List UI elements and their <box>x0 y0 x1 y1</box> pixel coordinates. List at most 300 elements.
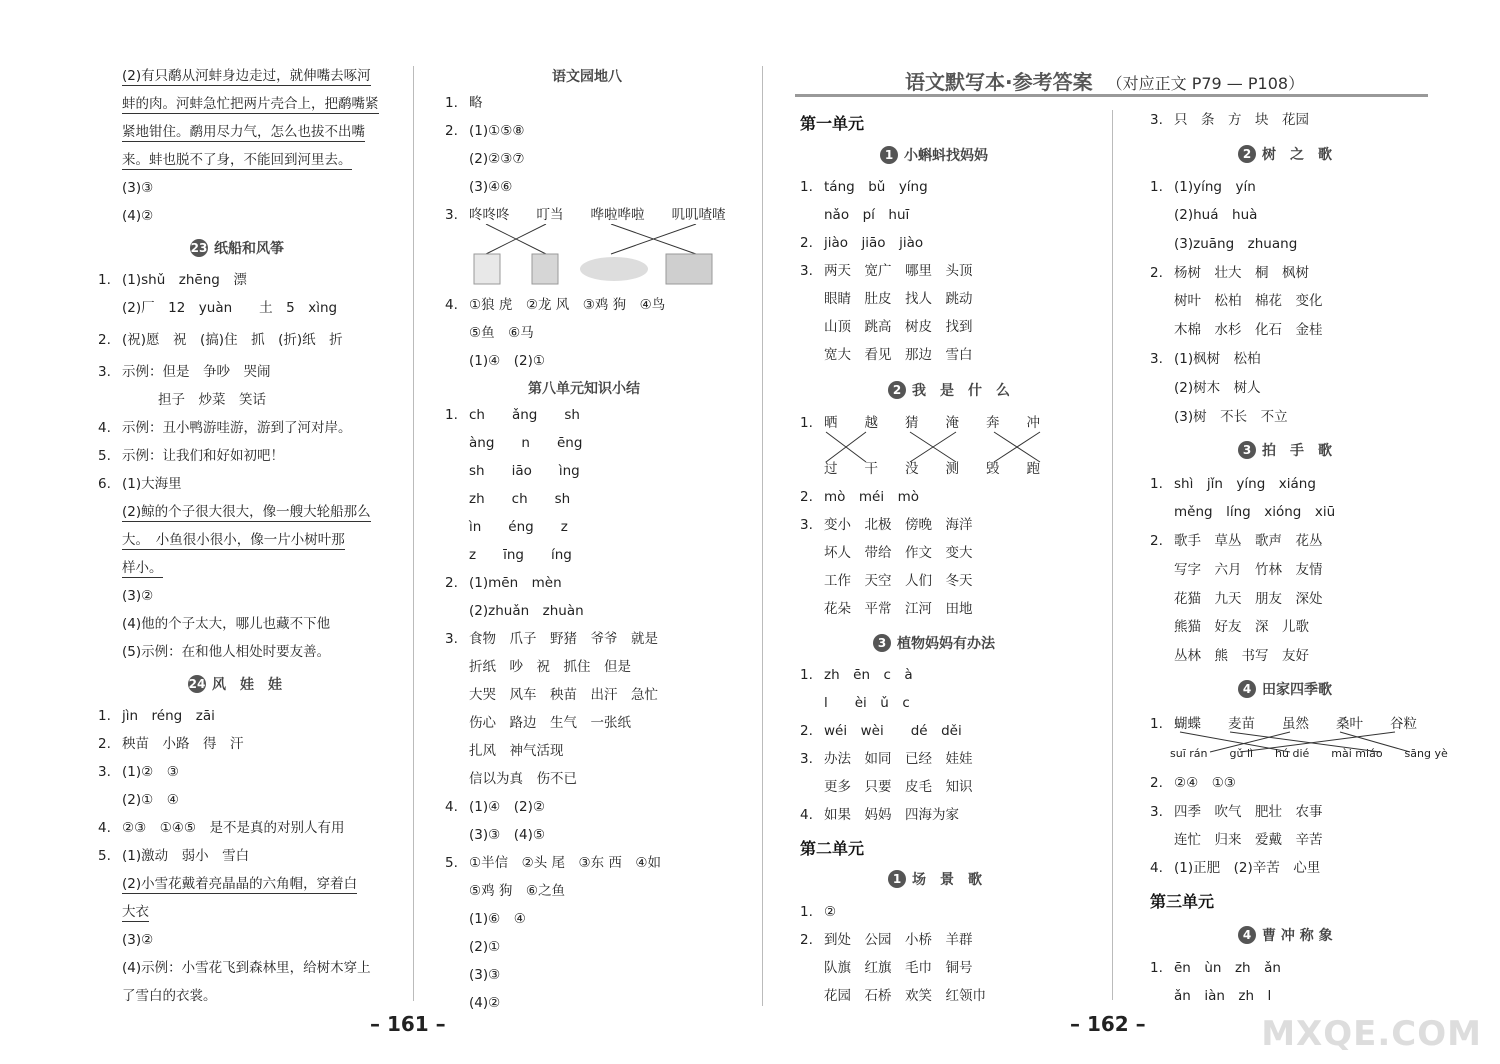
lesson-title: 语文园地八 <box>552 69 622 85</box>
answer-text: 只 条 方 块 花园 <box>1174 112 1309 128</box>
answer-line <box>1174 378 1261 398</box>
question-number: 5. <box>445 855 458 871</box>
answer-line <box>1174 234 1297 254</box>
question-number: 3. <box>1150 112 1163 128</box>
answer-text: ch ǎng sh <box>469 407 580 423</box>
answer-line <box>98 734 244 754</box>
answer-text: (1)② ③ <box>122 764 179 780</box>
answer-line <box>824 693 910 713</box>
answer-text: z īng íng <box>469 547 572 563</box>
answer-line <box>800 930 973 950</box>
answer-text: 到处 公园 小桥 羊群 <box>824 932 973 948</box>
answer-text: ēn ùn zh ǎn <box>1174 960 1281 976</box>
answer-line <box>122 178 153 198</box>
answer-line <box>469 517 568 537</box>
answer-text: sh iāo ìng <box>469 463 580 479</box>
answer-text: 过 干 没 测 毁 跑 <box>824 461 1040 477</box>
answer-text: ǎn iàn zh l <box>1174 988 1272 1004</box>
question-number: 6. <box>98 476 111 492</box>
question-number: 1. <box>800 904 813 920</box>
answer-line <box>469 323 534 343</box>
answer-line <box>122 614 330 634</box>
answer-text: 扎风 神气活现 <box>469 743 564 759</box>
answer-text: (2)小雪花戴着亮晶晶的六角帽，穿着白 <box>122 876 358 892</box>
answer-line <box>122 958 371 978</box>
bird-branch-picture <box>580 257 648 281</box>
answer-line <box>98 818 345 838</box>
question-number: 2. <box>1150 533 1163 549</box>
answer-text: ②④ ①③ <box>1174 775 1236 791</box>
answer-text: zh ch sh <box>469 491 571 507</box>
answer-text: (4)示例：小雪花飞到森林里，给树木穿上 <box>122 960 371 976</box>
header-range: （对应正文 P79 — P108） <box>1106 74 1305 93</box>
answer-line <box>122 502 371 522</box>
column-divider-1 <box>413 66 414 1001</box>
answer-text: 写字 六月 竹林 友情 <box>1174 562 1323 578</box>
lesson-title: 植物妈妈有办法 <box>897 636 995 652</box>
answer-text: (2)有只鹬从河蚌身边走过，就伸嘴去啄河 <box>122 68 371 84</box>
question-number: 2. <box>445 575 458 591</box>
page-header <box>905 66 1304 95</box>
answer-line <box>824 986 986 1006</box>
lesson-title: 风 娃 娃 <box>212 677 282 693</box>
lesson-number-badge: 23 <box>190 241 208 255</box>
question-number: 3. <box>98 364 111 380</box>
answer-line <box>469 545 572 565</box>
answer-line <box>1150 263 1309 283</box>
answer-line <box>824 543 973 563</box>
answer-line <box>1174 502 1335 522</box>
answer-line <box>1150 773 1236 793</box>
answer-text: 折纸 吵 祝 抓住 但是 <box>469 659 631 675</box>
answer-text: 咚咚咚 叮当 哗啦哗啦 叽叽喳喳 <box>469 207 726 223</box>
answer-line <box>122 94 379 114</box>
answer-text: (1)大海里 <box>122 476 182 492</box>
answer-line <box>1174 560 1323 580</box>
answer-line <box>800 902 836 922</box>
answer-text: 办法 如同 已经 娃娃 <box>824 751 973 767</box>
question-number: 3. <box>1150 351 1163 367</box>
answer-text: (1)④ (2)② <box>469 799 545 815</box>
question-number: 2. <box>800 489 813 505</box>
lesson-title: 小蝌蚪找妈妈 <box>904 148 988 164</box>
question-number: 3. <box>445 631 458 647</box>
answer-text: 变小 北极 傍晚 海洋 <box>824 517 973 533</box>
answer-text: 担子 炒菜 笑话 <box>158 392 266 408</box>
answer-line <box>445 405 580 425</box>
answer-line <box>1174 291 1323 311</box>
answer-line <box>800 261 973 281</box>
answer-line <box>122 558 163 578</box>
answer-line <box>1174 617 1309 637</box>
answer-line <box>1150 177 1256 197</box>
answer-text: 蝴蝶 麦苗 虽然 桑叶 谷粒 <box>1174 716 1417 732</box>
answer-text: (4)② <box>122 208 154 224</box>
answer-text: mò méi mò <box>824 489 920 505</box>
answer-text: 熊猫 好友 深 儿歌 <box>1174 619 1309 635</box>
question-number: 5. <box>98 448 111 464</box>
answer-line <box>445 629 658 649</box>
answer-text: zh ēn c à <box>824 667 913 683</box>
header-rule <box>795 94 1428 97</box>
answer-text: jiào jiāo jiào <box>824 235 924 251</box>
answer-text: (1)shǔ zhēng 漂 <box>122 272 247 288</box>
question-number: 2. <box>800 235 813 251</box>
question-number: 3. <box>98 764 111 780</box>
lesson-number-badge: 4 <box>1238 926 1256 944</box>
answer-text: nǎo pí huī <box>824 207 910 223</box>
answer-text: (2)huá huà <box>1174 207 1258 223</box>
answer-text: 略 <box>469 95 483 111</box>
question-number: 1. <box>1150 476 1163 492</box>
answer-line <box>98 330 343 350</box>
page-number-161: – 161 – <box>370 1012 446 1036</box>
question-number: 2. <box>800 932 813 948</box>
answer-line <box>1150 110 1309 130</box>
answer-line <box>469 601 584 621</box>
lesson-number-badge: 2 <box>888 381 906 399</box>
lesson-heading <box>188 674 282 694</box>
answer-line <box>98 446 284 466</box>
lesson-number-badge: 4 <box>1238 680 1256 698</box>
answer-text: (3)② <box>122 932 154 948</box>
answer-line <box>824 345 973 365</box>
watermark: MXQE.COM <box>1261 1014 1482 1054</box>
answer-line <box>98 270 247 290</box>
answer-line <box>1150 858 1320 878</box>
answer-text: 示例：丑小鸭游哇游，游到了河对岸。 <box>122 420 352 436</box>
question-number: 3. <box>1150 804 1163 820</box>
answer-line <box>1174 320 1323 340</box>
answer-line <box>469 685 658 705</box>
lesson-title: 曹 冲 称 象 <box>1262 928 1333 944</box>
answer-line <box>469 489 570 509</box>
lesson-heading <box>1238 440 1332 460</box>
question-number: 3. <box>800 517 813 533</box>
answer-text: l èi ǔ c <box>824 695 910 711</box>
header-title: 语文默写本·参考答案 <box>905 70 1093 94</box>
answer-line <box>469 433 582 453</box>
lesson-number-badge: 1 <box>888 870 906 888</box>
question-number: 1. <box>800 667 813 683</box>
answer-text: 伤心 路边 生气 一张纸 <box>469 715 631 731</box>
answer-line <box>469 713 631 733</box>
matching-lines-1 <box>814 430 1054 470</box>
answer-text: ⑤鱼 ⑥马 <box>469 325 534 341</box>
lesson-title: 场 景 歌 <box>912 872 982 888</box>
answer-line <box>824 289 973 309</box>
answer-line <box>122 790 179 810</box>
answer-line <box>824 205 909 225</box>
question-number: 1. <box>1150 716 1163 732</box>
answer-text: (2)① ④ <box>122 792 179 808</box>
answer-text: 大。 小鱼很小很小，像一片小树叶那 <box>122 532 345 548</box>
answer-text: (1)正肥 (2)辛苦 心里 <box>1174 860 1321 876</box>
answer-text: 紧地钳住。鹬用尽力气，怎么也拔不出嘴 <box>122 124 365 140</box>
answer-line <box>445 573 562 593</box>
answer-text: (2)树木 树人 <box>1174 380 1261 396</box>
answer-text: 大哭 风车 秧苗 出汗 急忙 <box>469 687 658 703</box>
answer-line <box>800 233 923 253</box>
answer-text: táng bǔ yíng <box>824 179 928 195</box>
answer-text: 花朵 平常 江河 田地 <box>824 601 973 617</box>
lesson-heading <box>888 380 1010 400</box>
answer-text: (2)zhuǎn zhuàn <box>469 603 584 619</box>
unit-heading: 第一单元 <box>800 114 865 133</box>
question-number: 4. <box>98 820 111 836</box>
answer-line <box>1174 205 1257 225</box>
question-number: 3. <box>445 207 458 223</box>
question-number: 2. <box>1150 775 1163 791</box>
lesson-heading <box>880 145 988 165</box>
answer-line <box>824 777 973 797</box>
answer-line <box>122 206 153 226</box>
rain-picture <box>666 254 712 284</box>
answer-text: 更多 只要 皮毛 知识 <box>824 779 973 795</box>
answer-line <box>800 487 919 507</box>
question-number: 4. <box>445 799 458 815</box>
answer-text: (2)① <box>469 939 501 955</box>
answer-text: (3)③ (4)⑤ <box>469 827 545 843</box>
answer-line <box>122 66 371 86</box>
answer-text: ⑤鸡 狗 ⑥之鱼 <box>469 883 565 899</box>
answer-text: jìn réng zāi <box>122 708 215 724</box>
lesson-number-badge: 2 <box>1238 145 1256 163</box>
answer-line <box>469 769 577 789</box>
answer-text: 眼睛 肚皮 找人 跳动 <box>824 291 973 307</box>
answer-text: àng n ēng <box>469 435 583 451</box>
answer-line <box>469 461 580 481</box>
answer-text: ①半信 ②头 尾 ③东 西 ④如 <box>469 855 661 871</box>
answer-text: (3)zuāng zhuang <box>1174 236 1298 252</box>
lesson-number-badge: 24 <box>188 677 206 691</box>
answer-text: ①狼 虎 ②龙 风 ③鸡 狗 ④鸟 <box>469 297 666 313</box>
answer-text: 工作 天空 人们 冬天 <box>824 573 973 589</box>
answer-text: (1)yíng yín <box>1174 179 1256 195</box>
door-picture <box>532 254 558 284</box>
answer-line <box>122 586 153 606</box>
answer-line <box>800 805 959 825</box>
answer-line <box>469 657 631 677</box>
question-number: 3. <box>800 751 813 767</box>
unit-heading: 第三单元 <box>1150 892 1215 911</box>
question-number: 4. <box>445 297 458 313</box>
answer-line <box>1174 589 1323 609</box>
answer-line <box>469 937 500 957</box>
answer-line <box>98 362 271 382</box>
answer-line <box>1150 958 1281 978</box>
lesson-title: 纸船和风筝 <box>214 241 284 257</box>
answer-text: 大衣 <box>122 904 149 920</box>
answer-line <box>469 825 545 845</box>
question-number: 3. <box>800 263 813 279</box>
answer-line <box>122 122 365 142</box>
answer-line <box>800 665 913 685</box>
answer-text: (1)①⑤⑧ <box>469 123 525 139</box>
answer-text: (5)示例：在和他人相处时要友善。 <box>122 644 331 660</box>
answer-line <box>800 721 962 741</box>
lesson-heading <box>552 66 622 86</box>
answer-line <box>469 741 564 761</box>
answer-text: (1)激动 弱小 雪白 <box>122 848 250 864</box>
column-divider-3 <box>1112 110 1113 1000</box>
answer-line <box>1150 531 1323 551</box>
answer-text: 连忙 归来 爱戴 辛苦 <box>1174 832 1323 848</box>
answer-line <box>800 749 973 769</box>
answer-line <box>122 150 352 170</box>
question-number: 2. <box>445 123 458 139</box>
child-picture <box>474 254 500 284</box>
answer-line <box>1150 802 1323 822</box>
answer-text: (3)③ <box>469 967 501 983</box>
answer-text: 示例：但是 争吵 哭闹 <box>122 364 271 380</box>
question-number: 1. <box>445 95 458 111</box>
answer-text: (2)鲸的个子很大很大，像一艘大轮船那么 <box>122 504 371 520</box>
question-number: 5. <box>98 848 111 864</box>
question-number: 4. <box>1150 860 1163 876</box>
answer-text: ② <box>824 904 837 920</box>
answer-line <box>158 390 266 410</box>
lesson-number-badge: 3 <box>873 634 891 652</box>
question-number: 1. <box>98 708 111 724</box>
answer-text: 了雪白的衣裳。 <box>122 988 217 1004</box>
answer-line <box>1174 646 1309 666</box>
answer-text: 信以为真 伤不已 <box>469 771 577 787</box>
lesson-title: 我 是 什 么 <box>912 383 1010 399</box>
question-number: 1. <box>445 407 458 423</box>
answer-line <box>800 515 973 535</box>
answer-line <box>469 909 526 929</box>
answer-line <box>98 762 179 782</box>
answer-text: (4)他的个子太大，哪儿也藏不下他 <box>122 616 331 632</box>
answer-text: 杨树 壮大 桐 枫树 <box>1174 265 1309 281</box>
answer-line <box>1174 830 1323 850</box>
question-number: 1. <box>1150 960 1163 976</box>
lesson-heading <box>1238 925 1333 945</box>
answer-text: 晒 越 猜 淹 奔 冲 <box>824 415 1040 431</box>
lesson-heading <box>1238 144 1332 164</box>
answer-text: 丛林 熊 书写 友好 <box>1174 648 1309 664</box>
answer-text: ②③ ①④⑤ 是不是真的对别人有用 <box>122 820 345 836</box>
answer-text: ìn éng z <box>469 519 568 535</box>
answer-line <box>469 881 565 901</box>
matching-pictures <box>466 224 716 286</box>
answer-line <box>1150 474 1316 494</box>
question-number: 2. <box>800 723 813 739</box>
answer-text: 如果 妈妈 四海为家 <box>824 807 959 823</box>
answer-line <box>469 351 545 371</box>
unit-heading: 第二单元 <box>800 839 865 858</box>
answer-text: 蚌的肉。河蚌急忙把两片壳合上，把鹬嘴紧 <box>122 96 379 112</box>
answer-line <box>445 121 524 141</box>
question-number: 2. <box>98 736 111 752</box>
answer-text: (2)②③⑦ <box>469 151 525 167</box>
answer-line <box>122 902 149 922</box>
answer-text: 示例：让我们和好如初吧！ <box>122 448 284 464</box>
answer-text: (3)② <box>122 588 154 604</box>
answer-text: 宽大 看见 那边 雪白 <box>824 347 973 363</box>
answer-line <box>824 317 973 337</box>
lesson-heading <box>528 378 640 398</box>
answer-line <box>445 93 483 113</box>
answer-text: (1)④ (2)① <box>469 353 545 369</box>
answer-line <box>98 706 215 726</box>
answer-line <box>445 853 661 873</box>
lesson-heading <box>1238 679 1332 699</box>
answer-line <box>469 965 500 985</box>
answer-line <box>98 846 249 866</box>
lesson-title: 田家四季歌 <box>1262 682 1332 698</box>
answer-text: 花园 石桥 欢笑 红领巾 <box>824 988 986 1004</box>
lesson-heading <box>888 869 982 889</box>
answer-text: wéi wèi dé děi <box>824 723 962 739</box>
answer-text: 木棉 水杉 化石 金桂 <box>1174 322 1323 338</box>
answer-line <box>1150 349 1261 369</box>
answer-text: 树叶 松柏 棉花 变化 <box>1174 293 1323 309</box>
lesson-title: 第八单元知识小结 <box>528 381 640 397</box>
answer-line <box>122 530 345 550</box>
lesson-number-badge: 1 <box>880 146 898 164</box>
answer-text: (1)枫树 松柏 <box>1174 351 1261 367</box>
question-number: 4. <box>800 807 813 823</box>
answer-text: 山顶 跳高 树皮 找到 <box>824 319 973 335</box>
answer-text: 来。蚌也脱不了身，不能回到河里去。 <box>122 152 352 168</box>
question-number: 4. <box>98 420 111 436</box>
answer-text: (3)④⑥ <box>469 179 513 195</box>
answer-text: 四季 吹气 肥壮 农事 <box>1174 804 1323 820</box>
page-divider <box>762 66 763 1006</box>
answer-text: (4)② <box>469 995 501 1011</box>
answer-text: 秧苗 小路 得 汗 <box>122 736 244 752</box>
answer-text: shì jǐn yíng xiáng <box>1174 476 1316 492</box>
lesson-title: 拍 手 歌 <box>1262 443 1332 459</box>
answer-text: 样小。 <box>122 560 163 576</box>
answer-line <box>824 571 973 591</box>
page-number-162: – 162 – <box>1070 1012 1146 1036</box>
question-number: 1. <box>98 272 111 288</box>
question-number: 1. <box>800 415 813 431</box>
answer-line <box>122 930 153 950</box>
answer-line <box>122 298 337 318</box>
question-number: 1. <box>800 179 813 195</box>
answer-line <box>122 642 330 662</box>
answer-line <box>824 958 973 978</box>
answer-text: 食物 爪子 野猪 爷爷 就是 <box>469 631 658 647</box>
answer-line <box>445 295 665 315</box>
answer-text: 两天 宽广 哪里 头顶 <box>824 263 973 279</box>
answer-line <box>800 177 928 197</box>
answer-line <box>122 986 217 1006</box>
answer-text: 队旗 红旗 毛巾 铜号 <box>824 960 973 976</box>
answer-line <box>445 797 545 817</box>
lesson-heading <box>873 633 995 653</box>
answer-line <box>469 993 500 1013</box>
lesson-number-badge: 3 <box>1238 441 1256 459</box>
answer-text: (3)③ <box>122 180 154 196</box>
question-number: 1. <box>1150 179 1163 195</box>
answer-text: 坏人 带给 作文 变大 <box>824 545 973 561</box>
answer-line <box>1174 407 1288 427</box>
answer-line <box>122 874 357 894</box>
answer-text: měng líng xióng xiū <box>1174 504 1336 520</box>
lesson-title: 树 之 歌 <box>1262 147 1332 163</box>
answer-line <box>445 205 726 225</box>
answer-text: 花猫 九天 朋友 深处 <box>1174 591 1323 607</box>
answer-text: (1)⑥ ④ <box>469 911 526 927</box>
lesson-heading <box>190 238 284 258</box>
answer-text: 歌手 草丛 歌声 花丛 <box>1174 533 1323 549</box>
answer-text: (3)树 不长 不立 <box>1174 409 1288 425</box>
